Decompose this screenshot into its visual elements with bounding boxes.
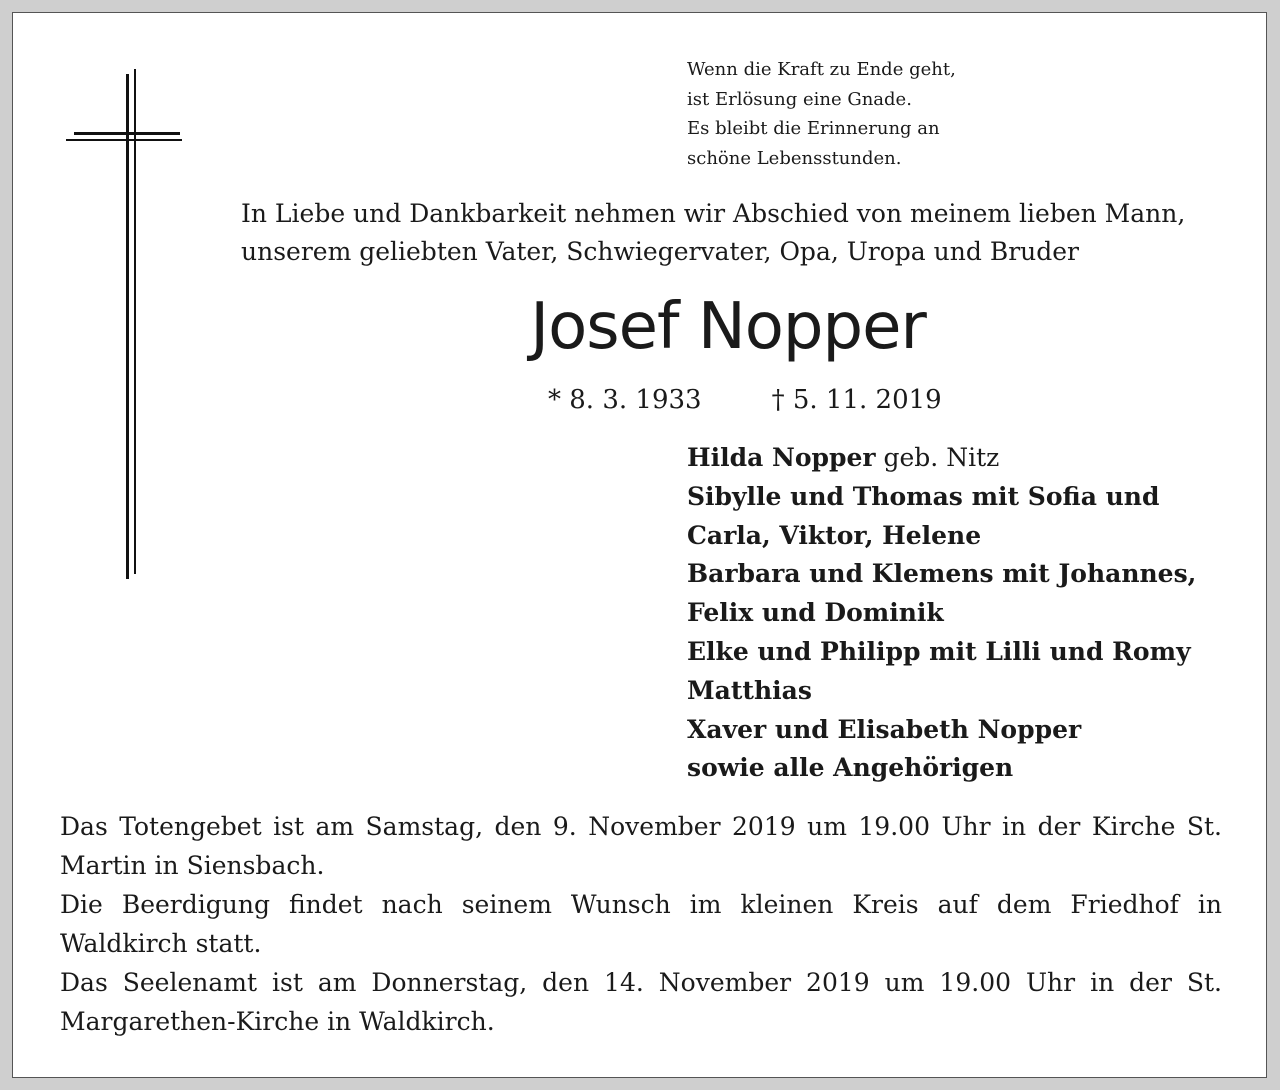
mourner-line: Felix und Dominik <box>687 598 944 628</box>
mourner-line: Sibylle und Thomas mit Sofia und <box>687 481 1160 511</box>
poem-line: Es bleibt die Erinnerung an <box>687 118 940 139</box>
mourner-line: Matthias <box>687 675 812 705</box>
mourner-line: Elke und Philipp mit Lilli und Romy <box>687 636 1191 666</box>
mourner-line: sowie alle Angehörigen <box>687 753 1014 783</box>
birth-date: * 8. 3. 1933 <box>548 385 702 415</box>
life-dates <box>548 383 942 417</box>
memorial-poem <box>687 55 956 173</box>
farewell-intro <box>241 195 1185 271</box>
widow-maiden-name: geb. Nitz <box>875 443 1000 472</box>
intro-line: In Liebe und Dankbarkeit nehmen wir Abschied von meinem lieben Mann, <box>241 199 1186 228</box>
mourner-line <box>687 439 1196 478</box>
widow-name: Hilda Nopper <box>687 443 876 472</box>
deceased-name: Josef Nopper <box>530 290 926 364</box>
mourner-line: Xaver und Elisabeth Nopper <box>687 714 1082 744</box>
service-notes <box>60 807 1222 1041</box>
intro-line: unserem geliebten Vater, Schwiegervater, Opa, Uropa und Bruder <box>241 237 1079 266</box>
requiem-note: Das Seelenamt ist am Donnerstag, den 14. November 2019 um 19.00 Uhr in der St. Margarethen-Kirche in Waldkirch. <box>60 968 1222 1036</box>
mourners-list <box>687 439 1196 788</box>
death-date: † 5. 11. 2019 <box>771 385 942 415</box>
obituary-notice <box>12 12 1267 1078</box>
funeral-note: Die Beerdigung findet nach seinem Wunsch im kleinen Kreis auf dem Friedhof in Waldkirch statt. <box>60 890 1222 958</box>
rosary-note: Das Totengebet ist am Samstag, den 9. November 2019 um 19.00 Uhr in der Kirche St. Martin in Siensbach. <box>60 812 1222 880</box>
poem-line: ist Erlösung eine Gnade. <box>687 88 912 110</box>
poem-line: Wenn die Kraft zu Ende geht, <box>687 59 956 80</box>
poem-line: schöne Lebensstunden. <box>687 147 902 169</box>
mourner-line: Carla, Viktor, Helene <box>687 520 982 550</box>
mourner-line: Barbara und Klemens mit Johannes, <box>687 559 1197 589</box>
